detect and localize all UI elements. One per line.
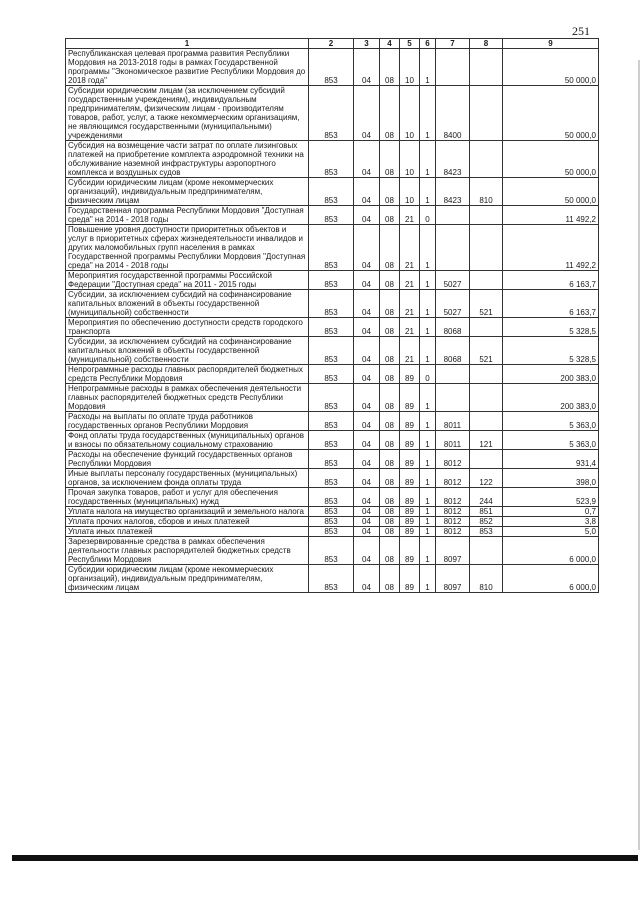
cell-expense-type bbox=[470, 450, 503, 469]
cell-program: 21 bbox=[400, 290, 420, 318]
cell-subsection: 08 bbox=[380, 565, 400, 593]
table-row bbox=[66, 365, 599, 384]
cell-article: 8068 bbox=[436, 318, 470, 337]
cell-subprogram: 1 bbox=[420, 488, 436, 507]
table-row bbox=[66, 431, 599, 450]
cell-expense-type bbox=[470, 206, 503, 225]
cell-amount: 398,0 bbox=[503, 469, 599, 488]
cell-article: 8011 bbox=[436, 412, 470, 431]
column-header-4: 4 bbox=[380, 39, 400, 49]
cell-subsection: 08 bbox=[380, 141, 400, 178]
cell-section: 04 bbox=[354, 450, 380, 469]
table-row bbox=[66, 469, 599, 488]
cell-admin-code: 853 bbox=[309, 517, 354, 527]
cell-admin-code: 853 bbox=[309, 450, 354, 469]
cell-section: 04 bbox=[354, 488, 380, 507]
cell-section: 04 bbox=[354, 206, 380, 225]
cell-name: Уплата прочих налогов, сборов и иных платежей bbox=[66, 517, 309, 527]
cell-program: 89 bbox=[400, 565, 420, 593]
cell-program: 89 bbox=[400, 507, 420, 517]
cell-subsection: 08 bbox=[380, 507, 400, 517]
cell-amount: 200 383,0 bbox=[503, 365, 599, 384]
table-body bbox=[66, 49, 599, 593]
cell-subprogram: 1 bbox=[420, 507, 436, 517]
cell-section: 04 bbox=[354, 469, 380, 488]
cell-program: 89 bbox=[400, 527, 420, 537]
table-row bbox=[66, 517, 599, 527]
column-header-8: 8 bbox=[470, 39, 503, 49]
cell-program: 89 bbox=[400, 469, 420, 488]
cell-name: Уплата налога на имущество организаций и земельного налога bbox=[66, 507, 309, 517]
cell-subsection: 08 bbox=[380, 49, 400, 86]
cell-expense-type: 521 bbox=[470, 337, 503, 365]
cell-section: 04 bbox=[354, 86, 380, 141]
table-row bbox=[66, 507, 599, 517]
cell-name: Фонд оплаты труда государственных (муниципальных) органов и взносы по обязательному социальному страхованию bbox=[66, 431, 309, 450]
table-row bbox=[66, 537, 599, 565]
cell-subsection: 08 bbox=[380, 271, 400, 290]
cell-article: 8012 bbox=[436, 507, 470, 517]
cell-subprogram: 1 bbox=[420, 450, 436, 469]
cell-admin-code: 853 bbox=[309, 488, 354, 507]
cell-expense-type: 122 bbox=[470, 469, 503, 488]
cell-subsection: 08 bbox=[380, 206, 400, 225]
table-row bbox=[66, 412, 599, 431]
cell-program: 21 bbox=[400, 225, 420, 271]
cell-expense-type bbox=[470, 537, 503, 565]
cell-article: 8012 bbox=[436, 488, 470, 507]
cell-section: 04 bbox=[354, 565, 380, 593]
cell-amount: 5 328,5 bbox=[503, 337, 599, 365]
cell-section: 04 bbox=[354, 49, 380, 86]
cell-subprogram: 1 bbox=[420, 337, 436, 365]
table-row bbox=[66, 49, 599, 86]
cell-subsection: 08 bbox=[380, 527, 400, 537]
cell-section: 04 bbox=[354, 225, 380, 271]
cell-name: Субсидии, за исключением субсидий на софинансирование капитальных вложений в объекты государственной (муниципальной) собственности bbox=[66, 337, 309, 365]
cell-section: 04 bbox=[354, 412, 380, 431]
cell-amount: 931,4 bbox=[503, 450, 599, 469]
column-header-7: 7 bbox=[436, 39, 470, 49]
cell-admin-code: 853 bbox=[309, 225, 354, 271]
cell-section: 04 bbox=[354, 431, 380, 450]
cell-name: Непрограммные расходы главных распорядителей бюджетных средств Республики Мордовия bbox=[66, 365, 309, 384]
cell-amount: 50 000,0 bbox=[503, 86, 599, 141]
cell-subsection: 08 bbox=[380, 365, 400, 384]
cell-subprogram: 1 bbox=[420, 318, 436, 337]
cell-article: 8423 bbox=[436, 141, 470, 178]
cell-program: 89 bbox=[400, 431, 420, 450]
cell-name: Уплата иных платежей bbox=[66, 527, 309, 537]
table-row bbox=[66, 290, 599, 318]
cell-expense-type: 521 bbox=[470, 290, 503, 318]
cell-amount: 11 492,2 bbox=[503, 225, 599, 271]
cell-program: 10 bbox=[400, 178, 420, 206]
cell-program: 89 bbox=[400, 450, 420, 469]
cell-subprogram: 1 bbox=[420, 517, 436, 527]
cell-program: 10 bbox=[400, 141, 420, 178]
cell-subprogram: 1 bbox=[420, 225, 436, 271]
cell-amount: 6 163,7 bbox=[503, 271, 599, 290]
table-row bbox=[66, 337, 599, 365]
cell-expense-type bbox=[470, 141, 503, 178]
cell-expense-type: 121 bbox=[470, 431, 503, 450]
cell-article: 8011 bbox=[436, 431, 470, 450]
cell-article: 8012 bbox=[436, 450, 470, 469]
cell-expense-type: 852 bbox=[470, 517, 503, 527]
cell-subsection: 08 bbox=[380, 178, 400, 206]
cell-subprogram: 1 bbox=[420, 178, 436, 206]
cell-name: Республиканская целевая программа развития Республики Мордовия на 2013-2018 годы в рамках Государственной программы "Экономическое развитие Республики Мордовия до 2018 года" bbox=[66, 49, 309, 86]
cell-subprogram: 1 bbox=[420, 271, 436, 290]
budget-table bbox=[65, 38, 599, 593]
cell-amount: 11 492,2 bbox=[503, 206, 599, 225]
table-row bbox=[66, 488, 599, 507]
cell-admin-code: 853 bbox=[309, 271, 354, 290]
cell-subprogram: 1 bbox=[420, 527, 436, 537]
cell-program: 21 bbox=[400, 318, 420, 337]
cell-section: 04 bbox=[354, 141, 380, 178]
cell-section: 04 bbox=[354, 271, 380, 290]
cell-expense-type: 810 bbox=[470, 565, 503, 593]
cell-admin-code: 853 bbox=[309, 141, 354, 178]
cell-section: 04 bbox=[354, 337, 380, 365]
cell-program: 89 bbox=[400, 384, 420, 412]
table-row bbox=[66, 527, 599, 537]
cell-section: 04 bbox=[354, 537, 380, 565]
cell-name: Субсидии юридическим лицам (кроме некоммерческих организаций), индивидуальным предпринимателям, физическим лицам bbox=[66, 565, 309, 593]
cell-expense-type bbox=[470, 86, 503, 141]
cell-program: 89 bbox=[400, 537, 420, 565]
cell-expense-type bbox=[470, 365, 503, 384]
cell-program: 10 bbox=[400, 49, 420, 86]
cell-subsection: 08 bbox=[380, 537, 400, 565]
cell-name: Государственная программа Республики Мордовия "Доступная среда" на 2014 - 2018 годы bbox=[66, 206, 309, 225]
cell-article: 8012 bbox=[436, 469, 470, 488]
cell-subprogram: 1 bbox=[420, 431, 436, 450]
cell-program: 10 bbox=[400, 86, 420, 141]
cell-article: 8068 bbox=[436, 337, 470, 365]
cell-amount: 523,9 bbox=[503, 488, 599, 507]
cell-expense-type: 810 bbox=[470, 178, 503, 206]
cell-program: 89 bbox=[400, 517, 420, 527]
cell-subprogram: 1 bbox=[420, 49, 436, 86]
cell-section: 04 bbox=[354, 318, 380, 337]
cell-expense-type bbox=[470, 384, 503, 412]
cell-admin-code: 853 bbox=[309, 565, 354, 593]
cell-expense-type bbox=[470, 318, 503, 337]
cell-name: Расходы на выплаты по оплате труда работников государственных органов Республики Мордовия bbox=[66, 412, 309, 431]
cell-admin-code: 853 bbox=[309, 337, 354, 365]
table-row bbox=[66, 141, 599, 178]
cell-subsection: 08 bbox=[380, 450, 400, 469]
cell-admin-code: 853 bbox=[309, 86, 354, 141]
cell-admin-code: 853 bbox=[309, 431, 354, 450]
table-row bbox=[66, 318, 599, 337]
cell-admin-code: 853 bbox=[309, 507, 354, 517]
cell-article bbox=[436, 225, 470, 271]
cell-section: 04 bbox=[354, 517, 380, 527]
cell-amount: 6 163,7 bbox=[503, 290, 599, 318]
cell-name: Повышение уровня доступности приоритетных объектов и услуг в приоритетных сферах жизнедеятельности инвалидов и других маломобильных групп населения в рамках Государственной программы Республики Мордовия "Доступная среда" на 2014 - 2018 годы bbox=[66, 225, 309, 271]
cell-amount: 0,7 bbox=[503, 507, 599, 517]
cell-subsection: 08 bbox=[380, 318, 400, 337]
cell-amount: 5 328,5 bbox=[503, 318, 599, 337]
cell-subsection: 08 bbox=[380, 412, 400, 431]
cell-subsection: 08 bbox=[380, 86, 400, 141]
column-header-2: 2 bbox=[309, 39, 354, 49]
cell-expense-type bbox=[470, 49, 503, 86]
cell-name: Субсидии юридическим лицам (кроме некоммерческих организаций), индивидуальным предпринимателям, физическим лицам bbox=[66, 178, 309, 206]
cell-amount: 5 363,0 bbox=[503, 431, 599, 450]
cell-article: 8097 bbox=[436, 537, 470, 565]
cell-name: Мероприятия по обеспечению доступности средств городского транспорта bbox=[66, 318, 309, 337]
cell-expense-type bbox=[470, 225, 503, 271]
cell-section: 04 bbox=[354, 384, 380, 412]
cell-article: 8097 bbox=[436, 565, 470, 593]
cell-subprogram: 1 bbox=[420, 290, 436, 318]
cell-name: Иные выплаты персоналу государственных (муниципальных) органов, за исключением фонда оплаты труда bbox=[66, 469, 309, 488]
cell-name: Субсидия на возмещение части затрат по оплате лизинговых платежей на приобретение комплекта аэродромной техники на обслуживание наземной инфраструктуры аэропортного комплекса и воздушных судов bbox=[66, 141, 309, 178]
cell-article bbox=[436, 206, 470, 225]
cell-admin-code: 853 bbox=[309, 412, 354, 431]
cell-subprogram: 1 bbox=[420, 565, 436, 593]
cell-amount: 6 000,0 bbox=[503, 537, 599, 565]
cell-amount: 6 000,0 bbox=[503, 565, 599, 593]
cell-name: Прочая закупка товаров, работ и услуг для обеспечения государственных (муниципальных) нужд bbox=[66, 488, 309, 507]
cell-article: 8400 bbox=[436, 86, 470, 141]
table-row bbox=[66, 565, 599, 593]
cell-subsection: 08 bbox=[380, 337, 400, 365]
cell-admin-code: 853 bbox=[309, 49, 354, 86]
page-number: 251 bbox=[572, 24, 590, 38]
cell-article: 5027 bbox=[436, 271, 470, 290]
cell-subprogram: 1 bbox=[420, 469, 436, 488]
cell-subsection: 08 bbox=[380, 488, 400, 507]
table-row bbox=[66, 384, 599, 412]
cell-program: 89 bbox=[400, 365, 420, 384]
cell-amount: 200 383,0 bbox=[503, 384, 599, 412]
cell-program: 89 bbox=[400, 412, 420, 431]
cell-name: Зарезервированные средства в рамках обеспечения деятельности главных распорядителей бюджетных средств Республики Мордовия bbox=[66, 537, 309, 565]
table-row bbox=[66, 271, 599, 290]
cell-section: 04 bbox=[354, 365, 380, 384]
cell-subprogram: 1 bbox=[420, 141, 436, 178]
cell-name: Расходы на обеспечение функций государственных органов Республики Мордовия bbox=[66, 450, 309, 469]
cell-amount: 50 000,0 bbox=[503, 49, 599, 86]
cell-name: Непрограммные расходы в рамках обеспечения деятельности главных распорядителей бюджетных средств Республики Мордовия bbox=[66, 384, 309, 412]
column-header-3: 3 bbox=[354, 39, 380, 49]
cell-amount: 50 000,0 bbox=[503, 141, 599, 178]
cell-article: 8012 bbox=[436, 517, 470, 527]
cell-admin-code: 853 bbox=[309, 537, 354, 565]
cell-admin-code: 853 bbox=[309, 527, 354, 537]
cell-subprogram: 1 bbox=[420, 537, 436, 565]
cell-expense-type: 853 bbox=[470, 527, 503, 537]
cell-section: 04 bbox=[354, 527, 380, 537]
cell-article bbox=[436, 384, 470, 412]
cell-program: 21 bbox=[400, 271, 420, 290]
cell-admin-code: 853 bbox=[309, 365, 354, 384]
cell-subsection: 08 bbox=[380, 384, 400, 412]
cell-amount: 5 363,0 bbox=[503, 412, 599, 431]
cell-subprogram: 1 bbox=[420, 412, 436, 431]
cell-article bbox=[436, 49, 470, 86]
cell-amount: 3,8 bbox=[503, 517, 599, 527]
cell-expense-type bbox=[470, 412, 503, 431]
cell-section: 04 bbox=[354, 507, 380, 517]
scan-bottom-bar bbox=[12, 855, 638, 861]
cell-admin-code: 853 bbox=[309, 178, 354, 206]
column-header-1: 1 bbox=[66, 39, 309, 49]
cell-subsection: 08 bbox=[380, 225, 400, 271]
cell-article: 8423 bbox=[436, 178, 470, 206]
cell-article: 5027 bbox=[436, 290, 470, 318]
table-row bbox=[66, 86, 599, 141]
cell-subprogram: 1 bbox=[420, 384, 436, 412]
column-header-5: 5 bbox=[400, 39, 420, 49]
cell-amount: 5,0 bbox=[503, 527, 599, 537]
cell-article: 8012 bbox=[436, 527, 470, 537]
cell-subprogram: 0 bbox=[420, 206, 436, 225]
cell-program: 89 bbox=[400, 488, 420, 507]
cell-subprogram: 0 bbox=[420, 365, 436, 384]
cell-subprogram: 1 bbox=[420, 86, 436, 141]
cell-program: 21 bbox=[400, 206, 420, 225]
cell-program: 21 bbox=[400, 337, 420, 365]
cell-article bbox=[436, 365, 470, 384]
cell-subsection: 08 bbox=[380, 517, 400, 527]
cell-expense-type: 244 bbox=[470, 488, 503, 507]
cell-name: Субсидии юридическим лицам (за исключением субсидий государственным учреждениям), индивидуальным предпринимателям, физическим лицам - производителям товаров, работ, услуг, а также некоммерческим организациям, не являющимся государственными (муниципальными) учреждениями bbox=[66, 86, 309, 141]
cell-section: 04 bbox=[354, 178, 380, 206]
column-header-9: 9 bbox=[503, 39, 599, 49]
column-header-6: 6 bbox=[420, 39, 436, 49]
cell-subsection: 08 bbox=[380, 290, 400, 318]
cell-admin-code: 853 bbox=[309, 206, 354, 225]
cell-admin-code: 853 bbox=[309, 469, 354, 488]
table-row bbox=[66, 178, 599, 206]
cell-subsection: 08 bbox=[380, 469, 400, 488]
cell-expense-type: 851 bbox=[470, 507, 503, 517]
cell-name: Мероприятия государственной программы Российской Федерации "Доступная среда" на 2011 - 2015 годы bbox=[66, 271, 309, 290]
cell-expense-type bbox=[470, 271, 503, 290]
table-row bbox=[66, 225, 599, 271]
table-row bbox=[66, 450, 599, 469]
cell-subsection: 08 bbox=[380, 431, 400, 450]
cell-section: 04 bbox=[354, 290, 380, 318]
cell-amount: 50 000,0 bbox=[503, 178, 599, 206]
cell-admin-code: 853 bbox=[309, 318, 354, 337]
table-row bbox=[66, 206, 599, 225]
cell-admin-code: 853 bbox=[309, 290, 354, 318]
cell-admin-code: 853 bbox=[309, 384, 354, 412]
cell-name: Субсидии, за исключением субсидий на софинансирование капитальных вложений в объекты государственной (муниципальной) собственности bbox=[66, 290, 309, 318]
header-row bbox=[66, 39, 599, 49]
